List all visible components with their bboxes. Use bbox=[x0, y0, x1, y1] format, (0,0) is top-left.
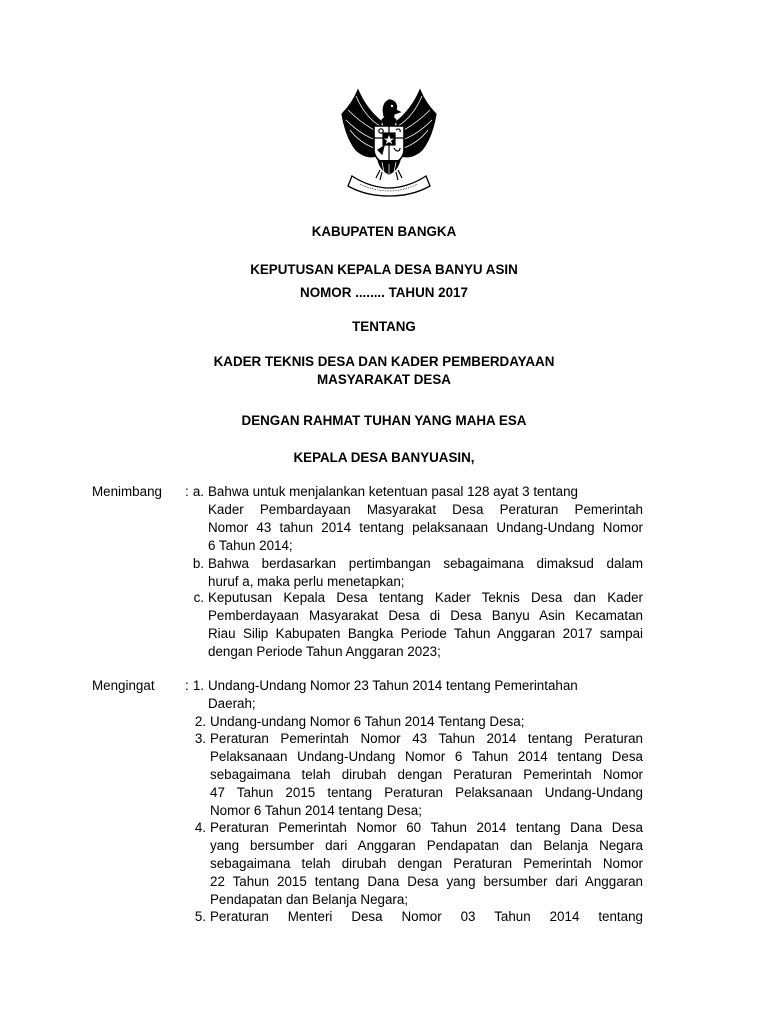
menimbang-item-line: 6 Tahun 2014; bbox=[208, 538, 293, 553]
menimbang-item-c bbox=[208, 589, 643, 661]
menimbang-item-line: Riau Silip Kabupaten Bangka Periode Tahun Anggaran 2017 sampai bbox=[208, 626, 643, 641]
menimbang-item-line: Bahwa berdasarkan pertimbangan sebagaimana dimaksud dalam bbox=[208, 556, 643, 571]
mengingat-item-marker: 5. bbox=[194, 909, 206, 924]
subject-line-1: KADER TEKNIS DESA DAN KADER PEMBERDAYAAN bbox=[213, 354, 555, 369]
mengingat-item-line: yang bersumber dari Anggaran Pendapatan dan Belanja Negara bbox=[210, 838, 643, 853]
menimbang-item-marker: b. bbox=[192, 556, 204, 571]
mengingat-item-5 bbox=[210, 908, 643, 926]
menimbang-item-line: Nomor 43 tahun 2014 tentang pelaksanaan Undang-Undang Nomor bbox=[208, 520, 643, 535]
mengingat-item-line: 22 Tahun 2015 tentang Dana Desa yang bersumber dari Anggaran bbox=[210, 874, 643, 889]
menimbang-item-marker: c. bbox=[193, 590, 204, 605]
menimbang-item-line: dengan Periode Tahun Anggaran 2023; bbox=[208, 644, 441, 659]
mengingat-label: Mengingat bbox=[92, 678, 155, 693]
menimbang-colon: : bbox=[185, 484, 189, 499]
menimbang-item-line: Bahwa untuk menjalankan ketentuan pasal 128 ayat 3 tentang bbox=[208, 484, 579, 499]
garuda-pancasila-emblem bbox=[334, 86, 444, 198]
mengingat-item-3 bbox=[210, 730, 643, 820]
about-label: TENTANG bbox=[352, 319, 416, 334]
mengingat-item-line: Pendapatan dan Belanja Negara; bbox=[210, 892, 409, 907]
mengingat-item-line: 47 Tahun 2015 tentang Peraturan Pelaksanaan Undang-Undang bbox=[210, 785, 643, 800]
mengingat-item-1 bbox=[208, 677, 643, 713]
mengingat-item-marker: 3. bbox=[194, 731, 206, 746]
menimbang-item-b bbox=[208, 555, 643, 591]
decree-number: NOMOR ........ TAHUN 2017 bbox=[300, 285, 468, 300]
mengingat-item-line: sebagaimana telah dirubah dengan Peraturan Pemerintah Nomor bbox=[210, 767, 643, 782]
mengingat-item-2 bbox=[210, 713, 643, 731]
menimbang-item-line: Keputusan Kepala Desa tentang Kader Teknis Desa dan Kader bbox=[208, 590, 643, 605]
invocation: DENGAN RAHMAT TUHAN YANG MAHA ESA bbox=[241, 413, 527, 428]
mengingat-item-line: Daerah; bbox=[208, 696, 256, 711]
mengingat-item-marker: 2. bbox=[194, 714, 206, 729]
menimbang-label: Menimbang bbox=[92, 484, 162, 499]
decree-title: KEPUTUSAN KEPALA DESA BANYU ASIN bbox=[250, 262, 518, 277]
mengingat-item-marker: 4. bbox=[194, 820, 206, 835]
mengingat-item-line: sebagaimana telah dirubah dengan Peraturan Pemerintah Nomor bbox=[210, 856, 643, 871]
mengingat-item-line: Pelaksanaan Undang-Undang Nomor 6 Tahun 2014 tentang Desa bbox=[210, 749, 643, 764]
mengingat-item-line: Peraturan Pemerintah Nomor 60 Tahun 2014 tentang Dana Desa bbox=[210, 820, 643, 835]
issuer-title: KEPALA DESA BANYUASIN, bbox=[293, 450, 475, 465]
subject-line-2: MASYARAKAT DESA bbox=[317, 372, 451, 387]
mengingat-item-line: Peraturan Pemerintah Nomor 43 Tahun 2014 tentang Peraturan bbox=[210, 731, 643, 746]
mengingat-item-line: Peraturan Menteri Desa Nomor 03 Tahun 2014 tentang bbox=[210, 909, 643, 924]
mengingat-item-marker: 1. bbox=[192, 678, 204, 693]
mengingat-item-4 bbox=[210, 819, 643, 909]
menimbang-item-line: huruf a, maka perlu menetapkan; bbox=[208, 574, 405, 589]
regency-heading: KABUPATEN BANGKA bbox=[311, 224, 457, 239]
menimbang-item-line: Kader Pembardayaan Masyarakat Desa Peraturan Pemerintah bbox=[208, 502, 643, 517]
menimbang-item-a bbox=[208, 483, 643, 555]
mengingat-item-line: Undang-Undang Nomor 23 Tahun 2014 tentang Pemerintahan bbox=[208, 678, 578, 693]
mengingat-colon: : bbox=[185, 678, 189, 693]
mengingat-item-line: Undang-undang Nomor 6 Tahun 2014 Tentang Desa; bbox=[210, 714, 525, 729]
menimbang-item-line: Pemberdayaan Masyarakat Desa di Desa Banyu Asin Kecamatan bbox=[208, 608, 643, 623]
mengingat-item-line: Nomor 6 Tahun 2014 tentang Desa; bbox=[210, 803, 422, 818]
menimbang-item-marker: a. bbox=[192, 484, 204, 499]
